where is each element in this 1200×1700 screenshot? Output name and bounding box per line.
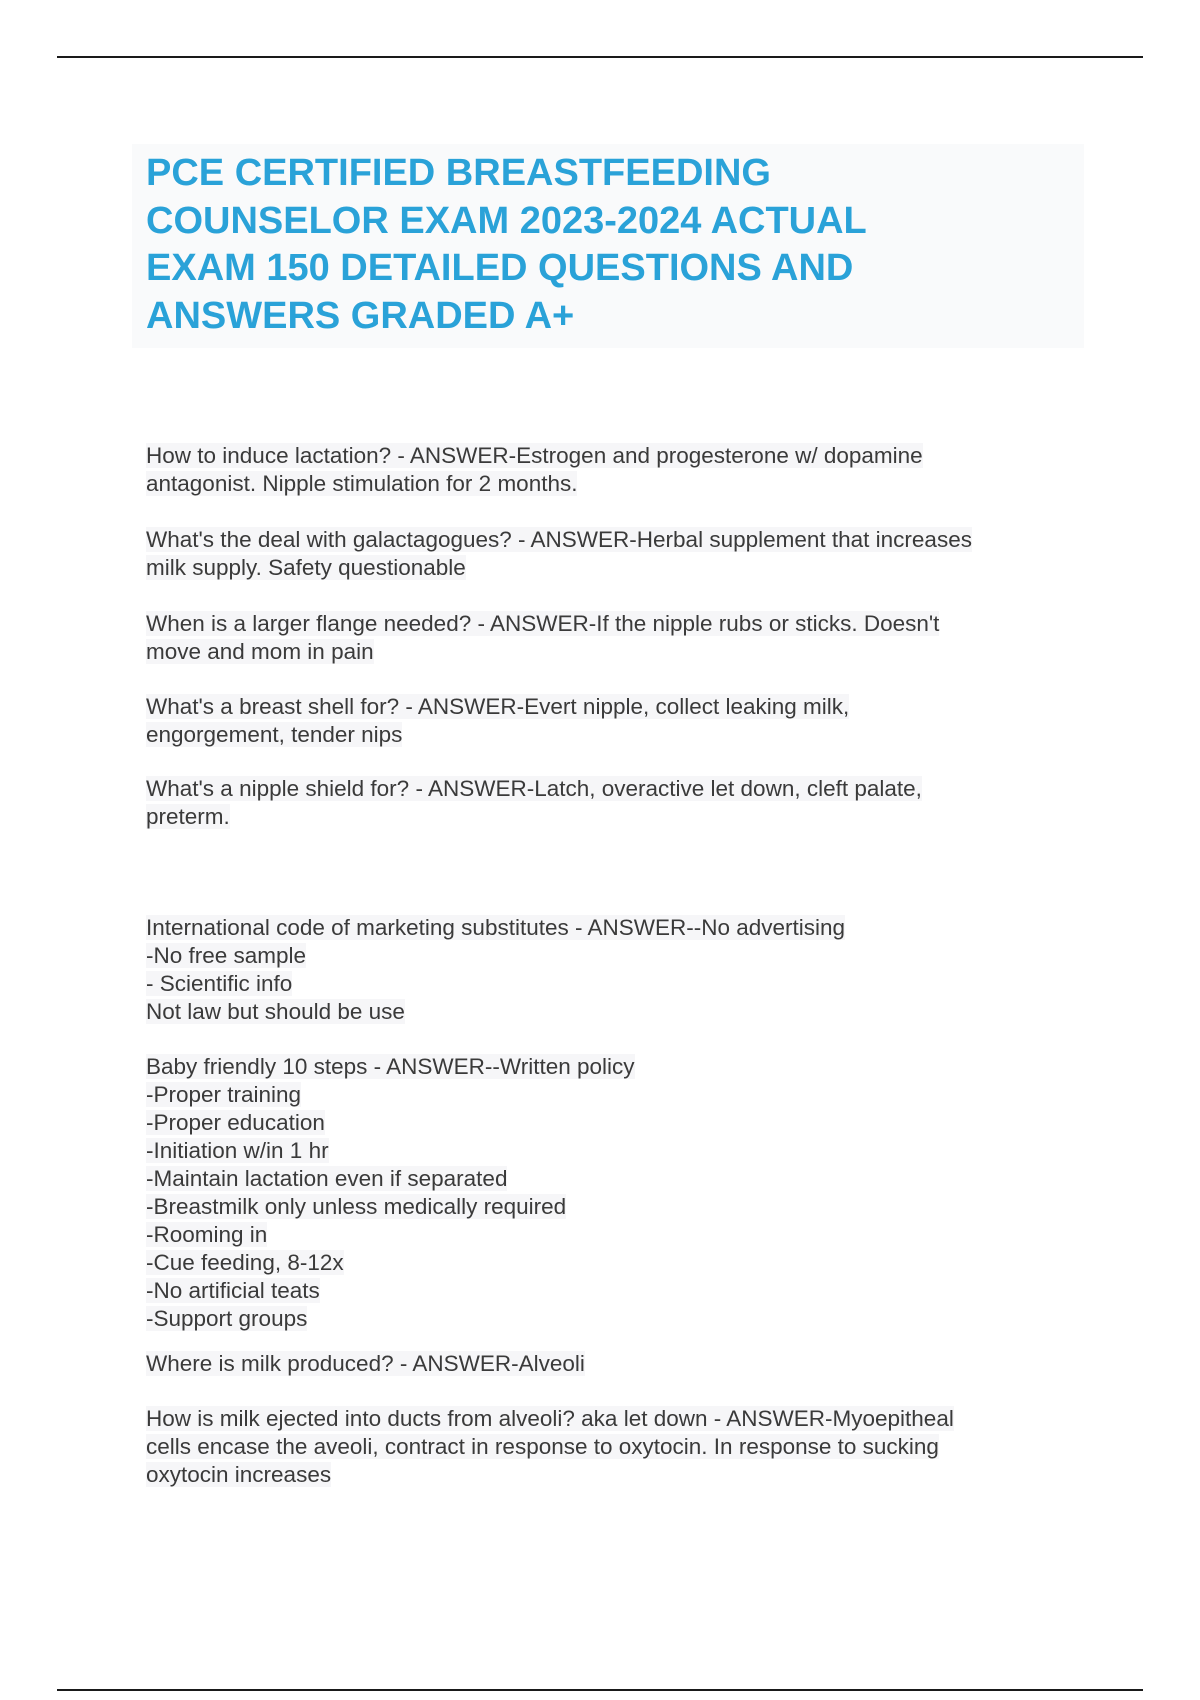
qa-line: [146, 998, 845, 1026]
qa-line: [146, 970, 845, 998]
qa-line-text: -Support groups: [146, 1306, 308, 1331]
top-divider: [57, 56, 1143, 58]
qa-item: [146, 1350, 585, 1378]
qa-line: [146, 1305, 635, 1333]
qa-line: [146, 1165, 635, 1193]
qa-item: [146, 1405, 954, 1489]
qa-line-text: antagonist. Nipple stimulation for 2 months.: [146, 471, 578, 496]
qa-line: [146, 1221, 635, 1249]
qa-line-text: milk supply. Safety questionable: [146, 555, 466, 580]
qa-item: [146, 775, 922, 831]
qa-line-text: - Scientific info: [146, 971, 293, 996]
qa-item: [146, 610, 939, 666]
qa-line: [146, 1461, 954, 1489]
qa-item: [146, 693, 849, 749]
qa-line-text: -Cue feeding, 8-12x: [146, 1250, 344, 1275]
qa-line-text: -Proper education: [146, 1110, 325, 1135]
qa-line: [146, 638, 939, 666]
title-line: ANSWERS GRADED A+: [146, 294, 575, 337]
document-title: [146, 150, 1070, 340]
qa-line-text: engorgement, tender nips: [146, 722, 403, 747]
qa-line-text: move and mom in pain: [146, 639, 374, 664]
title-line: PCE CERTIFIED BREASTFEEDING: [146, 152, 771, 194]
qa-line: [146, 914, 845, 942]
qa-line: [146, 1081, 635, 1109]
qa-line: [146, 693, 849, 721]
qa-line: [146, 526, 972, 554]
qa-item: [146, 442, 923, 498]
title-line: COUNSELOR EXAM 2023-2024 ACTUAL: [146, 199, 867, 242]
qa-line: [146, 803, 922, 831]
qa-line-text: What's a breast shell for? - ANSWER-Evert nipple, collect leaking milk,: [146, 694, 850, 719]
qa-line: [146, 1405, 954, 1433]
qa-line-text: When is a larger flange needed? - ANSWER-If the nipple rubs or sticks. Doesn't: [146, 611, 940, 636]
qa-line: [146, 1193, 635, 1221]
qa-line-text: -Proper training: [146, 1082, 302, 1107]
qa-line-text: -Rooming in: [146, 1222, 268, 1247]
qa-line-text: -Breastmilk only unless medically required: [146, 1194, 567, 1219]
qa-line: [146, 1249, 635, 1277]
qa-line-text: oxytocin increases: [146, 1462, 332, 1487]
qa-line: [146, 470, 923, 498]
qa-line-text: -Maintain lactation even if separated: [146, 1166, 508, 1191]
qa-line-text: International code of marketing substitutes - ANSWER--No advertising: [146, 915, 846, 940]
qa-line-text: -No artificial teats: [146, 1278, 320, 1303]
qa-line-text: How is milk ejected into ducts from alveoli? aka let down - ANSWER-Myoepitheal: [146, 1406, 954, 1431]
qa-line-text: cells encase the aveoli, contract in response to oxytocin. In response to sucking: [146, 1434, 939, 1459]
qa-item: [146, 914, 845, 1026]
qa-line: [146, 1277, 635, 1305]
qa-line: [146, 721, 849, 749]
qa-line: [146, 1053, 635, 1081]
qa-line: [146, 1433, 954, 1461]
qa-line-text: What's a nipple shield for? - ANSWER-Latch, overactive let down, cleft palate,: [146, 776, 922, 801]
qa-line-text: Baby friendly 10 steps - ANSWER--Written policy: [146, 1054, 635, 1079]
qa-line: [146, 942, 845, 970]
qa-item: [146, 1053, 635, 1333]
title-line: EXAM 150 DETAILED QUESTIONS AND: [146, 247, 854, 289]
qa-line-text: Where is milk produced? - ANSWER-Alveoli: [146, 1351, 585, 1376]
qa-line: [146, 610, 939, 638]
qa-line-text: What's the deal with galactagogues? - ANSWER-Herbal supplement that increases: [146, 527, 972, 552]
qa-line-text: -Initiation w/in 1 hr: [146, 1138, 329, 1163]
qa-line-text: How to induce lactation? - ANSWER-Estrogen and progesterone w/ dopamine: [146, 443, 923, 468]
bottom-divider: [57, 1689, 1143, 1691]
qa-line-text: Not law but should be use: [146, 999, 405, 1024]
title-block: [132, 144, 1084, 348]
qa-line: [146, 775, 922, 803]
qa-line: [146, 442, 923, 470]
qa-line: [146, 1350, 585, 1378]
qa-line-text: -No free sample: [146, 943, 307, 968]
qa-line: [146, 554, 972, 582]
qa-line: [146, 1109, 635, 1137]
qa-item: [146, 526, 972, 582]
qa-line-text: preterm.: [146, 804, 230, 829]
qa-line: [146, 1137, 635, 1165]
